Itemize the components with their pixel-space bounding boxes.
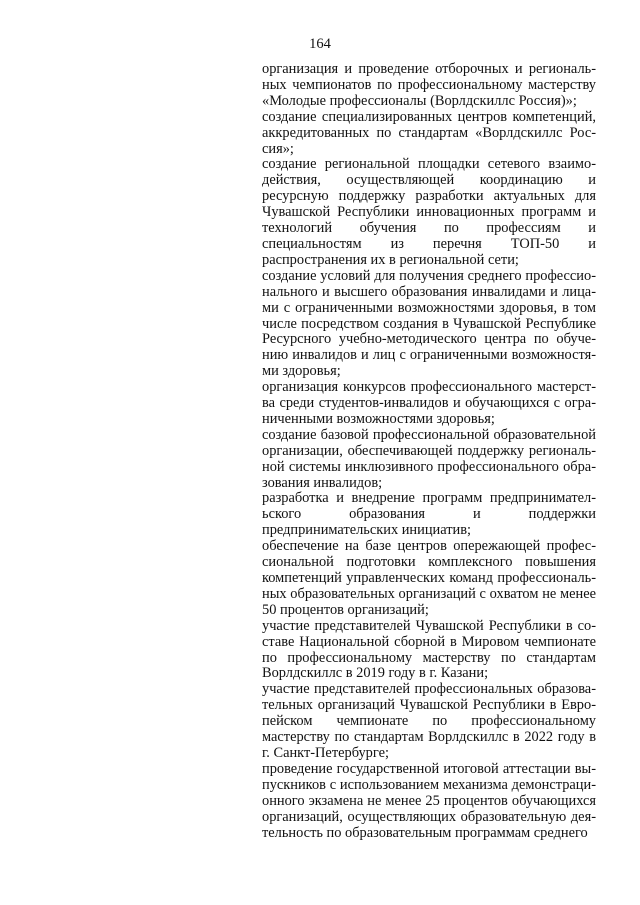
list-item: участие представителей Чувашской Республики в составе Национальной сборной в Мировом чемпионате по профессиональному мастерству по стандартам Ворлдскиллс в 2019 году в г. Казани; [262, 617, 596, 682]
list-item: обеспечение на базе центров опережающей профессиональной подготовки комплексного повышения компетенций управленческих команд профессиональных образовательных организаций с охватом не менее 50 процентов организаций; [262, 538, 596, 618]
list-item: организация и проведение отборочных и региональных чемпионатов по профессиональному мастерству «Молодые профессионалы (Ворлдскиллс Россия)»; [262, 61, 596, 109]
list-item: участие представителей профессиональных образовательных организаций Чувашской Республики в Европейском чемпионате по профессиональному мастерству по стандартам Ворлдскиллс в 2022 году в г. Санкт-Петербурге; [262, 681, 596, 761]
list-item: создание региональной площадки сетевого взаимодействия, осуществляющей координацию и ресурсную поддержку разработки актуальных для Чувашской Республики инновационных программ и технологий обучения по профессиям и специальностям из перечня ТОП-50 и распространения их в региональной сети; [262, 156, 596, 268]
list-item: разработка и внедрение программ предпринимательского образования и поддержки предпринимательских инициатив; [262, 490, 596, 539]
page-number: 164 [309, 36, 331, 52]
list-item: проведение государственной итоговой аттестации выпускников с использованием механизма демонстрационного экзамена не менее 25 процентов обучающихся организаций, осуществляющих образовательную деятельность по образовательным программам среднего [262, 760, 596, 841]
text-column [262, 62, 596, 841]
list-item: создание условий для получения среднего профессионального и высшего образования инвалидами и лицами с ограниченными возможностями здоровья, в том числе посредством создания в Чувашской Республике Ресурсного учебно-методического центра по обучению инвалидов и лиц с ограниченными возможностями здоровья; [262, 267, 596, 380]
list-item: создание базовой профессиональной образовательной организации, обеспечивающей поддержку региональной системы инклюзивного профессионального образования инвалидов; [262, 426, 596, 491]
list-item: создание специализированных центров компетенций, аккредитованных по стандартам «Ворлдскиллс Россия»; [262, 108, 596, 157]
list-item: организация конкурсов профессионального мастерства среди студентов-инвалидов и обучающихся с ограниченными возможностями здоровья; [262, 379, 596, 427]
